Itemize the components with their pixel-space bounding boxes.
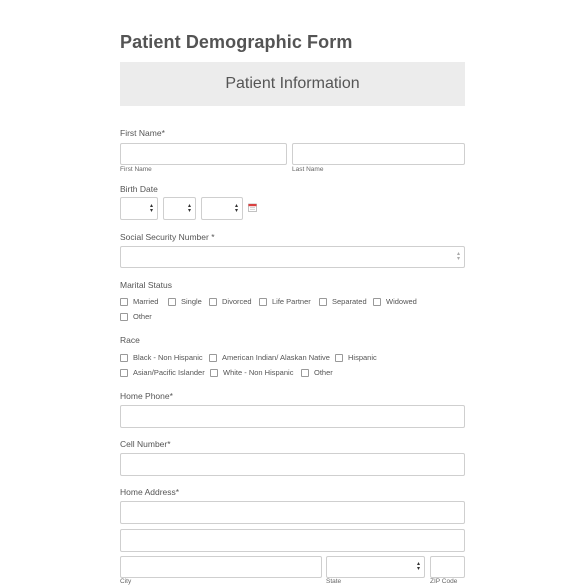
checkbox[interactable]	[120, 354, 128, 362]
first-name-label-text: First Name	[120, 128, 162, 138]
checkbox[interactable]	[168, 298, 176, 306]
checkbox[interactable]	[120, 313, 128, 321]
checkbox[interactable]	[120, 369, 128, 377]
marital-option-divorced[interactable]	[209, 297, 252, 306]
marital-option-widowed[interactable]	[373, 297, 417, 306]
birth-month-select[interactable]	[120, 197, 158, 220]
required-marker: *	[175, 487, 180, 497]
marital-option-other[interactable]	[120, 312, 152, 321]
option-label: Black - Non Hispanic	[133, 353, 203, 362]
cell-number-input[interactable]	[120, 453, 465, 476]
home-address-label-text: Home Address	[120, 487, 176, 497]
checkbox[interactable]	[120, 298, 128, 306]
marital-option-separated[interactable]	[319, 297, 367, 306]
race-option-american-indian[interactable]	[209, 353, 330, 362]
city-input[interactable]	[120, 556, 322, 578]
street-address-input[interactable]	[120, 501, 465, 524]
state-select[interactable]	[326, 556, 425, 578]
option-label: Asian/Pacific Islander	[133, 368, 205, 377]
marital-option-single[interactable]	[168, 297, 202, 306]
select-arrows-icon: ▴ ▾	[149, 202, 153, 214]
first-name-label	[120, 128, 165, 138]
option-label: Other	[314, 368, 333, 377]
cell-number-label-text: Cell Number	[120, 439, 168, 449]
option-label: White - Non Hispanic	[223, 368, 294, 377]
zip-code-sublabel: ZIP Code	[430, 578, 458, 585]
state-sublabel: State	[326, 578, 342, 585]
checkbox[interactable]	[319, 298, 327, 306]
first-name-input[interactable]	[120, 143, 287, 165]
race-option-asian[interactable]	[120, 368, 205, 377]
home-phone-label	[120, 391, 173, 401]
spinner-icon: ▴ ▾	[456, 251, 460, 262]
street-address-line2-input[interactable]	[120, 529, 465, 552]
form-title: Patient Demographic Form	[120, 32, 353, 52]
birth-date-label: Birth Date	[120, 184, 158, 194]
marital-status-label: Marital Status	[120, 280, 172, 290]
option-label: Married	[133, 297, 159, 306]
race-option-other[interactable]	[301, 368, 333, 377]
option-label: Other	[133, 312, 152, 321]
checkbox[interactable]	[259, 298, 267, 306]
first-name-sublabel: First Name	[120, 166, 152, 173]
birth-day-select[interactable]	[163, 197, 196, 220]
home-address-label	[120, 487, 179, 497]
option-label: Hispanic	[348, 353, 377, 362]
checkbox[interactable]	[209, 354, 217, 362]
ssn-label	[120, 232, 215, 242]
calendar-icon[interactable]	[248, 203, 257, 212]
select-arrows-icon: ▴ ▾	[187, 202, 191, 214]
ssn-label-text: Social Security Number	[120, 232, 209, 242]
checkbox[interactable]	[373, 298, 381, 306]
required-marker: *	[211, 232, 215, 242]
section-header	[120, 62, 465, 106]
marital-option-life-partner[interactable]	[259, 297, 311, 306]
option-label: Separated	[332, 297, 367, 306]
checkbox[interactable]	[209, 298, 217, 306]
race-option-hispanic[interactable]	[335, 353, 377, 362]
required-marker: *	[167, 439, 171, 449]
ssn-input[interactable]	[120, 246, 465, 268]
checkbox[interactable]	[335, 354, 343, 362]
required-marker: *	[169, 391, 173, 401]
option-label: Divorced	[222, 297, 252, 306]
option-label: Widowed	[386, 297, 417, 306]
home-phone-label-text: Home Phone	[120, 391, 170, 401]
checkbox[interactable]	[210, 369, 218, 377]
last-name-input[interactable]	[292, 143, 465, 165]
last-name-sublabel: Last Name	[292, 166, 324, 173]
checkbox[interactable]	[301, 369, 309, 377]
marital-option-married[interactable]	[120, 297, 158, 306]
home-phone-input[interactable]	[120, 405, 465, 428]
birth-year-select[interactable]	[201, 197, 243, 220]
race-label: Race	[120, 335, 140, 345]
race-option-black[interactable]	[120, 353, 203, 362]
option-label: American Indian/ Alaskan Native	[222, 353, 330, 362]
zip-code-input[interactable]	[430, 556, 465, 578]
select-arrows-icon: ▴ ▾	[416, 561, 420, 572]
section-title: Patient Information	[225, 75, 360, 92]
option-label: Single	[181, 297, 202, 306]
required-marker: *	[161, 128, 165, 138]
option-label: Life Partner	[272, 297, 311, 306]
city-sublabel: City	[120, 578, 132, 585]
race-option-white[interactable]	[210, 368, 293, 377]
select-arrows-icon: ▴ ▾	[234, 202, 238, 214]
cell-number-label	[120, 439, 171, 449]
